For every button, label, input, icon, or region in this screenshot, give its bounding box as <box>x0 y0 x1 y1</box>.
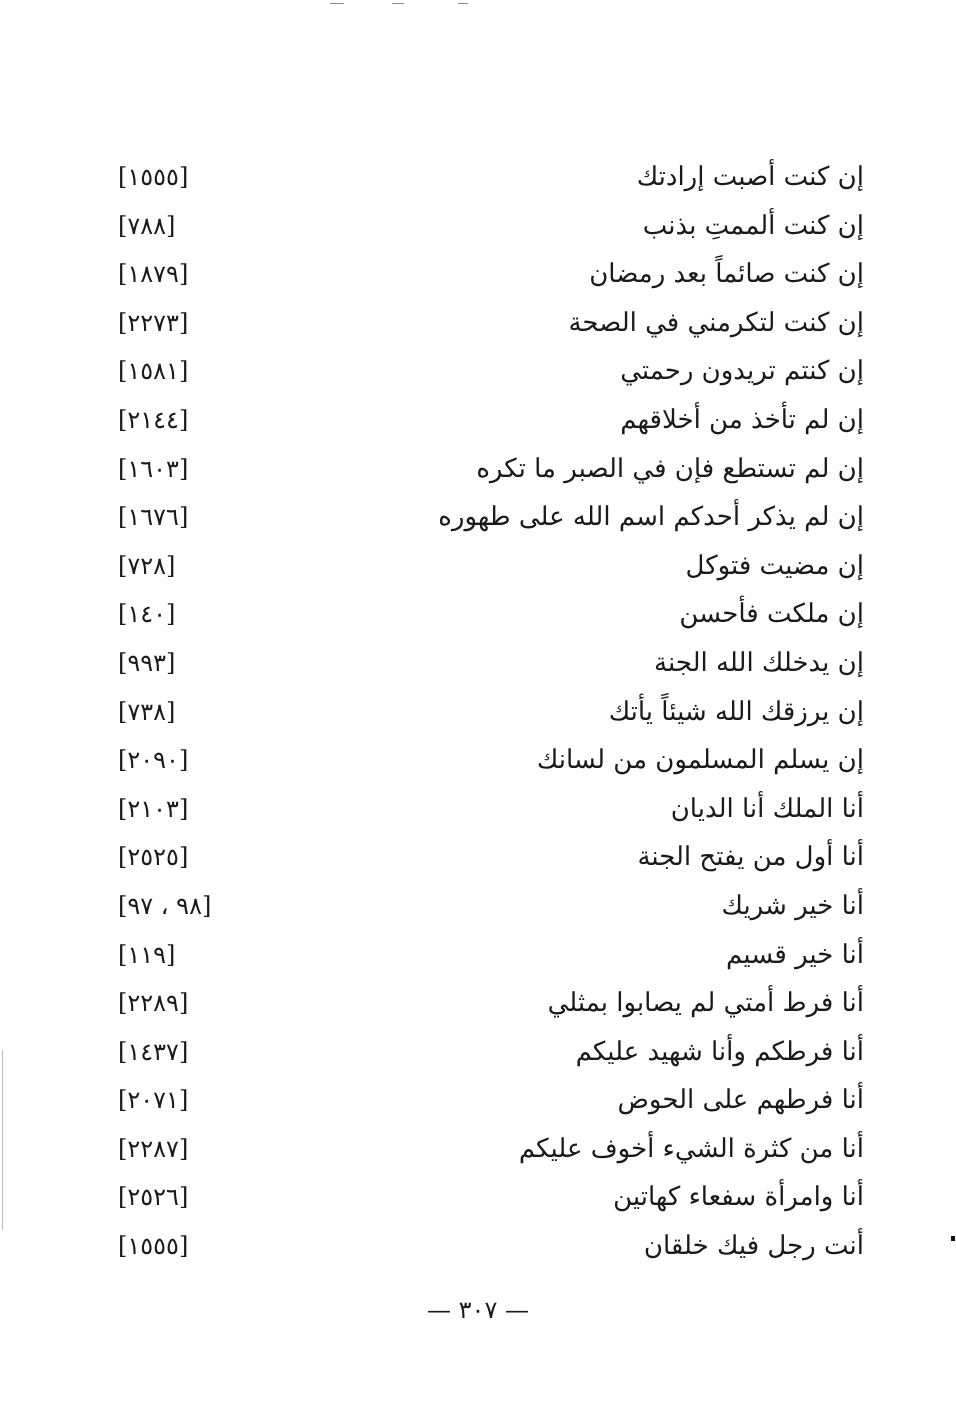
entry-text: إن لم يذكر أحدكم اسم الله على طهوره <box>438 502 864 533</box>
entry-reference: [١٤٣٧] <box>118 1037 189 1066</box>
index-entry <box>0 204 956 253</box>
entry-reference: [٢٠٩٠] <box>118 746 189 775</box>
index-entry <box>0 884 956 933</box>
entry-text: أنا فرطهم على الحوض <box>617 1085 864 1116</box>
index-entry <box>0 252 956 301</box>
entry-reference: [١٥٥٥] <box>118 1232 189 1261</box>
index-entry <box>0 1078 956 1127</box>
entry-reference: [٢٠٧١] <box>118 1086 189 1115</box>
top-scan-marks <box>330 0 480 6</box>
index-entry <box>0 933 956 982</box>
entry-text: أنا وامرأة سفعاء كهاتين <box>613 1182 864 1213</box>
index-entry <box>0 835 956 884</box>
index-entry <box>0 738 956 787</box>
entry-text: أنا من كثرة الشيء أخوف عليكم <box>518 1133 864 1164</box>
index-entry <box>0 787 956 836</box>
entry-text: إن يدخلك الله الجنة <box>654 647 864 678</box>
entry-reference: [٢١٠٣] <box>118 794 189 823</box>
entry-reference: [١٥٨١] <box>118 357 189 386</box>
entry-reference: [٢٢٨٩] <box>118 989 189 1018</box>
entry-reference: [١٥٥٥] <box>118 163 189 191</box>
index-entry <box>0 447 956 496</box>
entry-reference: [١٦٧٦] <box>118 503 189 532</box>
entry-reference: [١٦٠٣] <box>118 454 189 483</box>
index-entry <box>0 398 956 447</box>
index-entry <box>0 1175 956 1224</box>
entry-text: إن لم تستطع فإن في الصبر ما تكره <box>476 453 864 484</box>
index-entry <box>0 690 956 739</box>
entry-text: أنا فرطكم وأنا شهيد عليكم <box>575 1036 864 1067</box>
entry-text: إن ملكت فأحسن <box>679 599 864 630</box>
entry-text: أنا خير شريك <box>721 890 864 921</box>
entry-text: إن كنت لتكرمني في الصحة <box>568 307 864 338</box>
entry-reference: [٢٢٨٧] <box>118 1134 189 1163</box>
index-entry <box>0 349 956 398</box>
index-entry <box>0 641 956 690</box>
entry-reference: [٢٥٢٦] <box>118 1183 189 1212</box>
hadith-index-list <box>0 155 956 1273</box>
index-entry <box>0 495 956 544</box>
index-entry <box>0 1127 956 1176</box>
entry-text: إن لم تأخذ من أخلاقهم <box>620 404 864 435</box>
entry-reference: [٩٨ ، ٩٧] <box>118 891 212 920</box>
entry-reference: [٢١٤٤] <box>118 405 189 434</box>
index-entry <box>0 301 956 350</box>
entry-reference: [٧٣٨] <box>118 697 176 726</box>
entry-text: إن كنتم تريدون رحمتي <box>620 356 864 387</box>
entry-text: أنا فرط أمتي لم يصابوا بمثلي <box>547 988 864 1019</box>
entry-text: أنا أول من يفتح الجنة <box>637 842 864 873</box>
index-entry <box>0 544 956 593</box>
entry-reference: [٧٢٨] <box>118 551 176 580</box>
entry-text: إن كنت صائماً بعد رمضان <box>589 259 864 290</box>
entry-text: أنت رجل فيك خلقان <box>643 1231 864 1262</box>
page-number: — ٣٠٧ — <box>427 1296 529 1324</box>
index-entry <box>0 155 956 204</box>
entry-text: إن يسلم المسلمون من لسانك <box>536 745 864 776</box>
entry-text: أنا خير قسيم <box>726 939 864 970</box>
entry-reference: [٧٨٨] <box>118 211 176 240</box>
index-entry <box>0 1030 956 1079</box>
entry-text: أنا الملك أنا الديان <box>670 793 864 824</box>
entry-text: إن كنت ألممتِ بذنب <box>642 210 864 241</box>
entry-reference: [٢٢٧٣] <box>118 308 189 337</box>
entry-reference: [١٤٠] <box>118 600 176 629</box>
entry-text: إن يرزقك الله شيئاً يأتك <box>608 696 864 727</box>
entry-text: إن مضيت فتوكل <box>685 550 864 581</box>
index-entry <box>0 592 956 641</box>
entry-reference: [١١٩] <box>118 940 176 969</box>
index-entry <box>0 981 956 1030</box>
index-entry <box>0 1224 956 1273</box>
entry-reference: [٢٥٢٥] <box>118 843 189 872</box>
entry-reference: [٩٩٣] <box>118 648 176 677</box>
entry-reference: [١٨٧٩] <box>118 260 189 289</box>
entry-text: إن كنت أصبت إرادتك <box>636 162 864 192</box>
